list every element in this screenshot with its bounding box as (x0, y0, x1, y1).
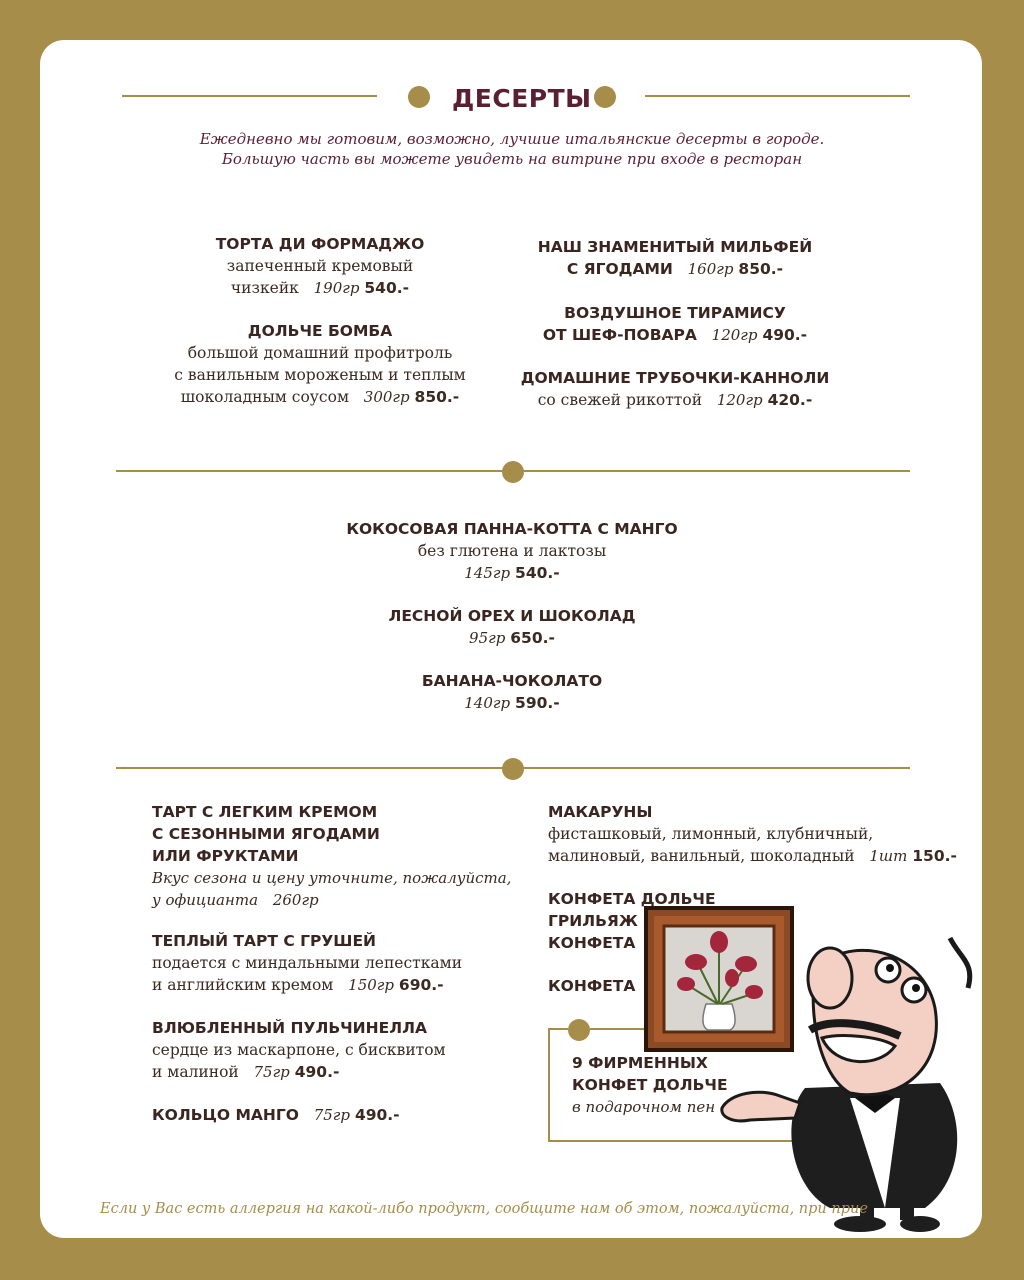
item-price: 490.- (354, 1106, 400, 1124)
header-rule-right (645, 95, 910, 97)
item-name: КОНФЕТА ДОЛЬЧЕ ГРИЛЬЯЖ (548, 890, 716, 930)
item-name: КОЛЬЦО МАНГО (152, 1106, 299, 1124)
item-price: 490.- (294, 1063, 340, 1081)
item-desc: без глютена и лактозы (417, 542, 607, 560)
item-name: БАНАНА-ЧОКОЛАТО (421, 672, 603, 690)
item-name: С СЕЗОННЫМИ ЯГОДАМИ (152, 825, 380, 843)
item-price: 850.- (414, 388, 460, 406)
item-price: 650.- (510, 629, 555, 647)
item-weight: 120гр (711, 326, 758, 344)
gift-box-top-rule (548, 1028, 568, 1030)
item-weight: 160гр (687, 260, 734, 278)
menu-item (152, 1017, 512, 1083)
item-price: 150.- (912, 847, 957, 865)
item-name: ДОМАШНИЕ ТРУБОЧКИ-КАННОЛИ (520, 369, 830, 387)
item-weight: 95гр (469, 629, 506, 647)
item-weight: 75гр (313, 1106, 350, 1124)
item-weight: 145гр (464, 564, 511, 582)
menu-item (152, 1104, 512, 1126)
item-name: МАКАРУНЫ (548, 803, 653, 821)
item-desc: фисташковый, лимонный, клубничный, (548, 825, 874, 843)
header-rule-left (122, 95, 377, 97)
item-name: ЛЕСНОЙ ОРЕХ И ШОКОЛАД (388, 607, 636, 625)
item-desc: со свежей рикоттой (537, 391, 703, 409)
item-weight: 120гр (716, 391, 763, 409)
item-name: ВЛЮБЛЕННЫЙ ПУЛЬЧИНЕЛЛА (152, 1019, 427, 1037)
item-name: КОНФЕТА (548, 934, 636, 952)
item-name: ОТ ШЕФ-ПОВАРА (542, 326, 697, 344)
item-name: ТЕПЛЫЙ ТАРТ С ГРУШЕЙ (152, 932, 377, 950)
item-name: ДОЛЬЧЕ БОМБА (247, 322, 393, 340)
item-desc: подается с миндальными лепестками (152, 954, 463, 972)
menu-item (150, 233, 490, 299)
menu-item (150, 320, 490, 408)
item-desc: большой домашний профитроль (187, 344, 453, 362)
gift-item (572, 1052, 728, 1118)
item-price: 540.- (515, 564, 560, 582)
item-price: 490.- (762, 326, 808, 344)
item-price: 690.- (398, 976, 444, 994)
divider-dot (502, 758, 524, 780)
divider-dot (502, 461, 524, 483)
page-title: ДЕСЕРТЫ (452, 84, 592, 113)
header-dot-right (594, 86, 616, 108)
header-dot-left (408, 86, 430, 108)
item-name: ВОЗДУШНОЕ ТИРАМИСУ (564, 304, 786, 322)
item-desc: у официанта (152, 891, 259, 909)
item-desc: и малиной (152, 1063, 239, 1081)
item-weight: 260гр (272, 891, 319, 909)
item-name: КОНФЕТА (548, 977, 636, 995)
item-desc: малиновый, ванильный, шоколадный (548, 847, 855, 865)
intro-line-2: Большую часть вы можете увидеть на витрине при входе в ресторан (221, 150, 803, 168)
item-name: НАШ ЗНАМЕНИТЫЙ МИЛЬФЕЙ (537, 238, 813, 256)
item-desc: Вкус сезона и цену уточните, пожалуйста, (152, 869, 512, 887)
menu-item (548, 801, 968, 867)
item-name: ТОРТА ДИ ФОРМАДЖО (215, 235, 425, 253)
gift-box-dot (568, 1019, 590, 1041)
item-name: ИЛИ ФРУКТАМИ (152, 847, 299, 865)
intro-text (120, 129, 904, 169)
menu-item (500, 302, 850, 346)
waiter-cartoon (710, 918, 980, 1240)
item-desc: чизкейк (230, 279, 299, 297)
item-name: КОНФЕТ ДОЛЬЧЕ (572, 1076, 728, 1094)
item-desc: и английским кремом (152, 976, 334, 994)
item-price: 420.- (767, 391, 813, 409)
item-name: С ЯГОДАМИ (566, 260, 673, 278)
item-desc: запеченный кремовый (226, 257, 414, 275)
item-weight: 190гр (313, 279, 360, 297)
menu-item (500, 236, 850, 280)
item-name: ТАРТ С ЛЕГКИМ КРЕМОМ (152, 803, 378, 821)
menu-item (262, 670, 762, 714)
menu-item (262, 605, 762, 649)
menu-item (152, 930, 512, 996)
item-desc: в подарочном пен (572, 1098, 716, 1116)
item-weight: 140гр (464, 694, 511, 712)
allergy-footer-note: Если у Вас есть аллергия на какой-либо продукт, сообщите нам об этом, пожалуйста, при прие (100, 1201, 868, 1217)
item-name: КОКОСОВАЯ ПАННА-КОТТА С МАНГО (346, 520, 678, 538)
menu-item (262, 518, 762, 584)
item-price: 590.- (515, 694, 560, 712)
item-weight: 1шт (869, 847, 908, 865)
menu-item (500, 367, 850, 411)
item-desc: сердце из маскарпоне, с бисквитом (152, 1041, 446, 1059)
item-desc: шоколадным соусом (180, 388, 349, 406)
menu-item (152, 801, 512, 911)
menu-item (548, 932, 635, 954)
item-price: 850.- (738, 260, 784, 278)
intro-line-1: Ежедневно мы готовим, возможно, лучшие итальянские десерты в городе. (199, 130, 825, 148)
item-weight: 300гр (363, 388, 410, 406)
item-weight: 75гр (253, 1063, 290, 1081)
menu-item (548, 975, 635, 997)
item-price: 540.- (364, 279, 410, 297)
item-weight: 150гр (348, 976, 394, 994)
item-desc: с ванильным мороженым и теплым (174, 366, 466, 384)
gift-box-top-rule (590, 1028, 650, 1030)
item-name: 9 ФИРМЕННЫХ (572, 1054, 708, 1072)
